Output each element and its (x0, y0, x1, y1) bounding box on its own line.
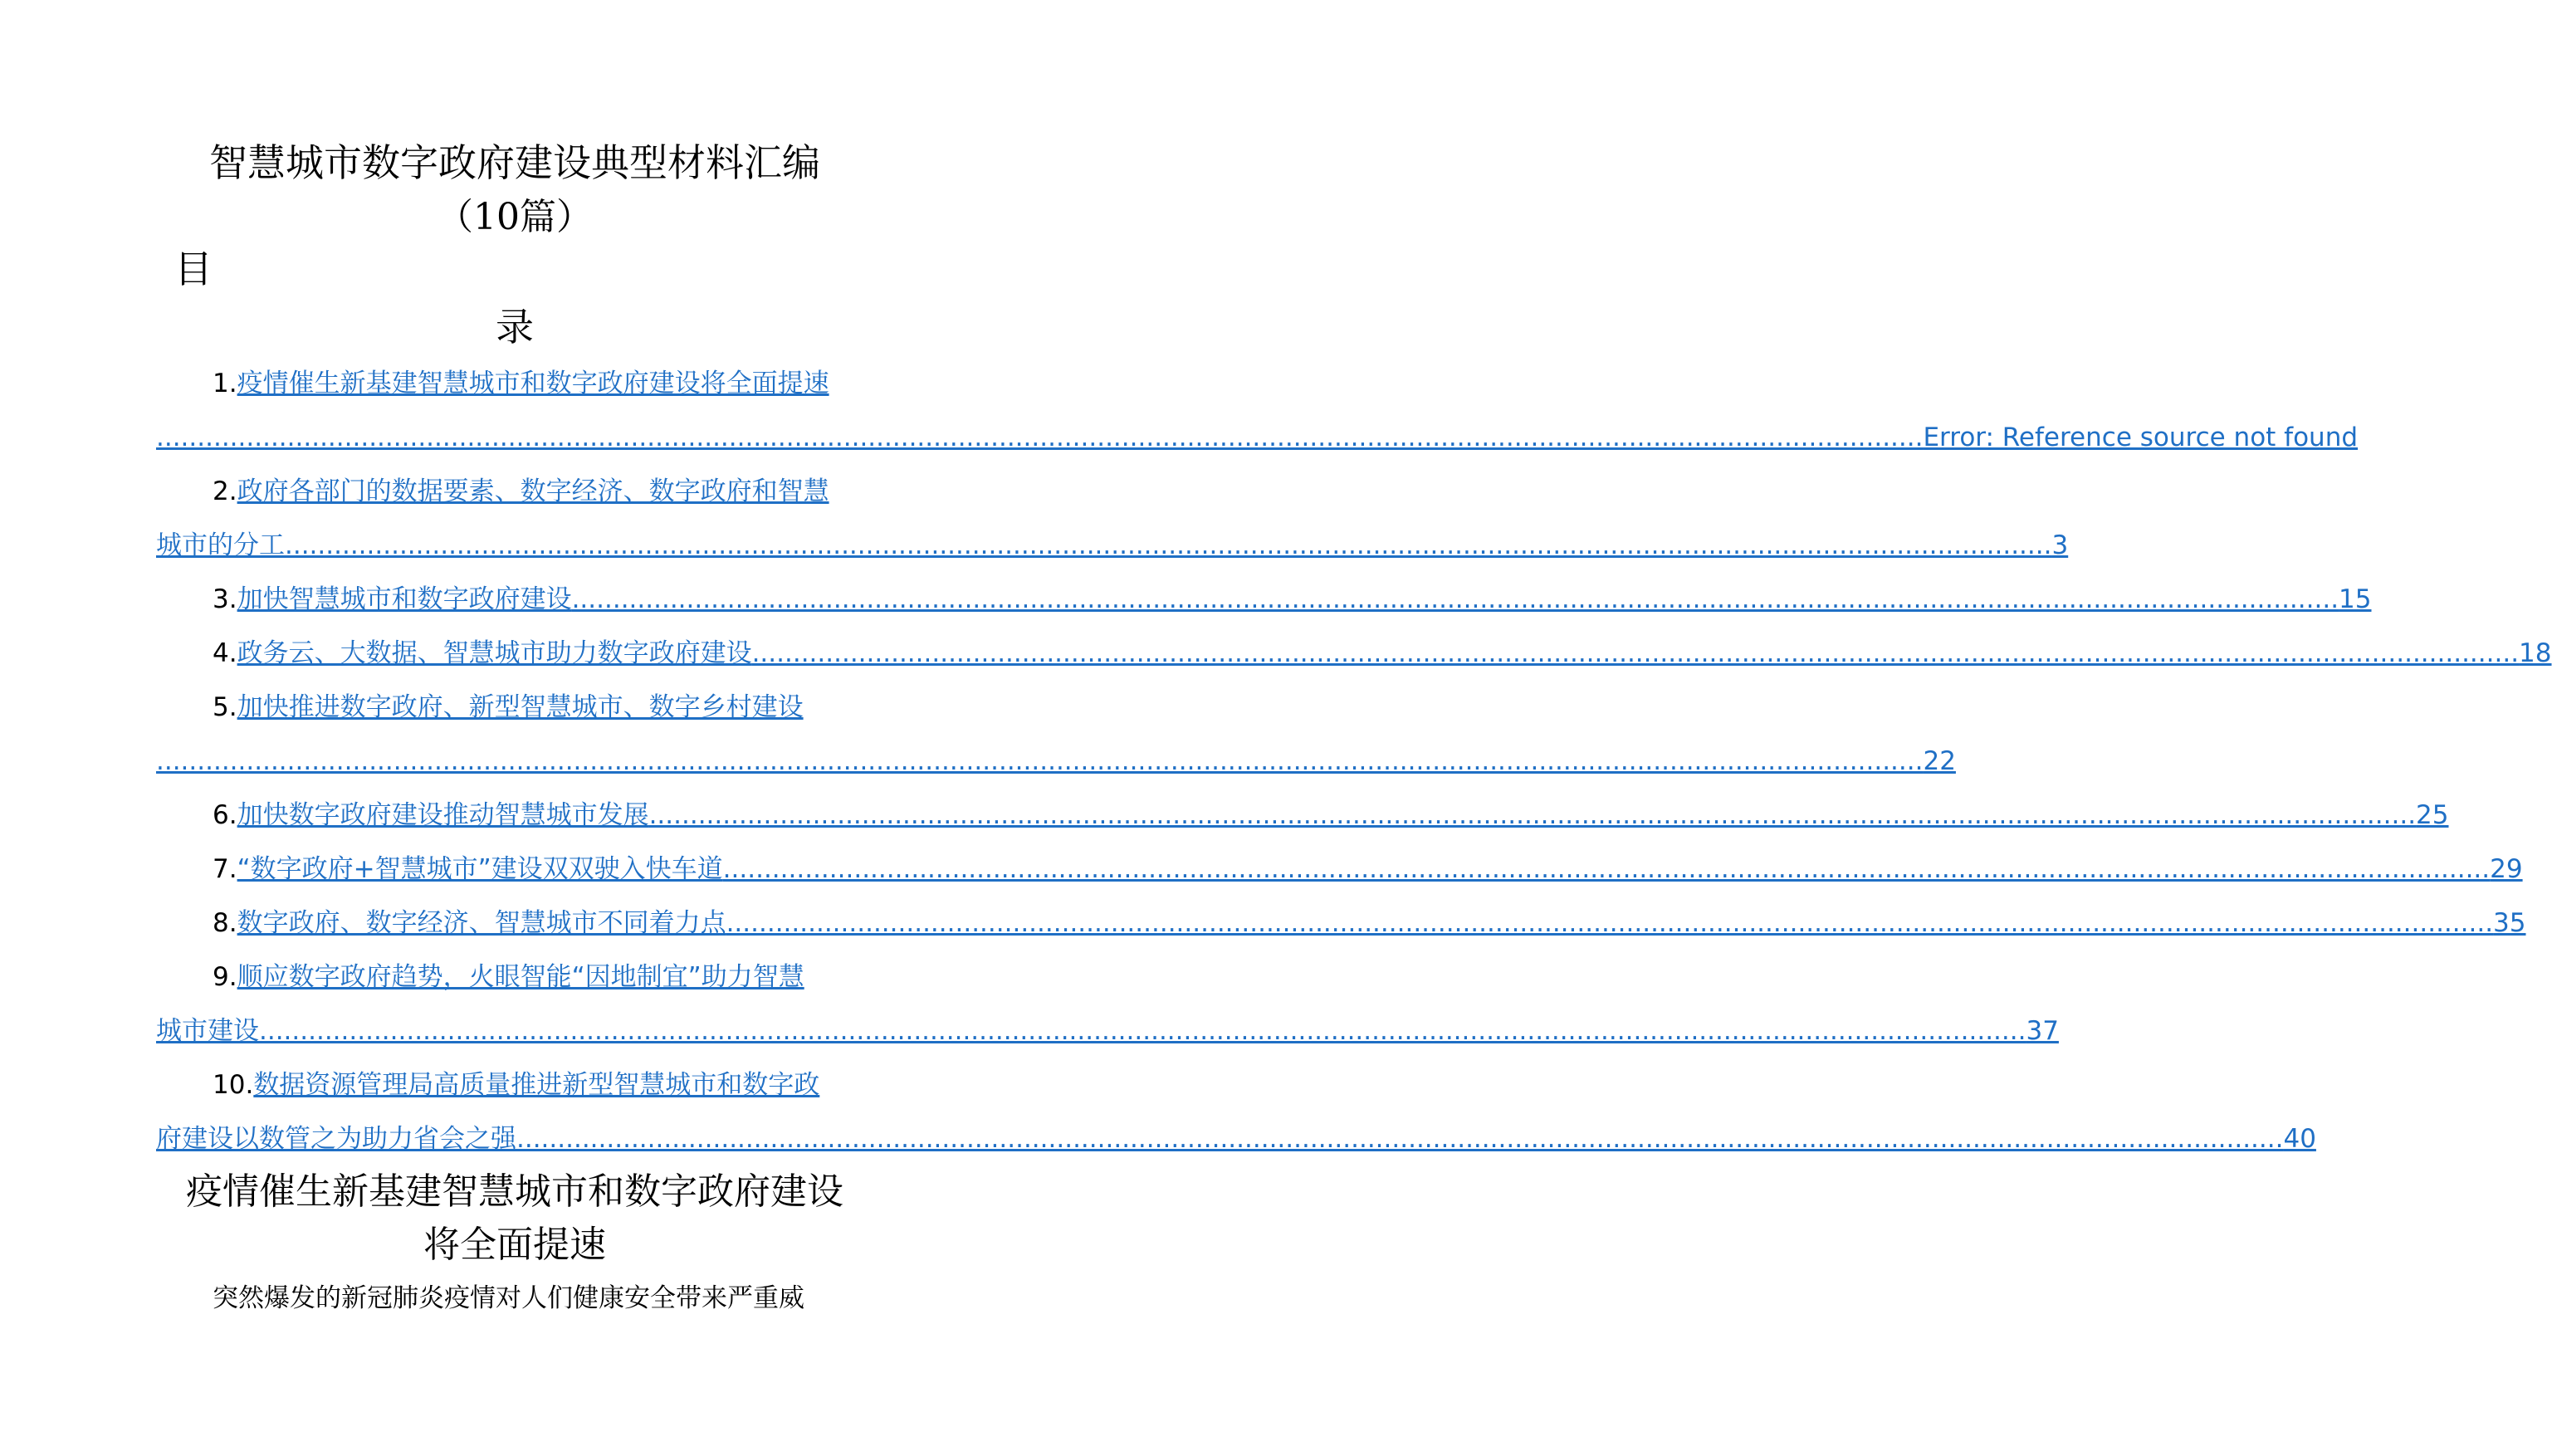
toc-heading-mu: 目 (174, 247, 213, 291)
subtitle-open: （ (437, 196, 473, 238)
toc-entry-link[interactable]: 顺应数字政府趋势，火眼智能“因地制宜”助力智慧 (237, 962, 804, 992)
subtitle-number: 10 (473, 196, 520, 238)
toc-entry-link[interactable]: “数字政府+智慧城市”建设双双驶入快车道 (237, 854, 723, 884)
toc-entry-link[interactable]: 政府各部门的数据要素、数字经济、数字政府和智慧 (237, 476, 829, 506)
body-paragraph: 突然爆发的新冠肺炎疫情对人们健康安全带来严重威 (213, 1283, 804, 1313)
toc-entry-number: 8. (213, 908, 237, 938)
table-of-contents (156, 357, 2552, 1166)
toc-entry[interactable] (156, 843, 2523, 897)
toc-entry-page[interactable]: 35 (2493, 908, 2526, 938)
toc-entry-link[interactable]: 加快推进数字政府、新型智慧城市、数字乡村建设 (237, 692, 804, 722)
toc-leader-dots (285, 519, 2051, 573)
toc-entry-number: 5. (213, 692, 237, 722)
toc-entry-link[interactable]: 政务云、大数据、智慧城市助力数字政府建设 (237, 638, 752, 668)
toc-entry-link[interactable]: 疫情催生新基建智慧城市和数字政府建设将全面提速 (237, 369, 829, 398)
toc-leader-dots (572, 573, 2339, 627)
toc-entry-link-continued[interactable]: 城市建设 (156, 1016, 259, 1046)
toc-entry[interactable] (156, 627, 2552, 681)
toc-leader-dots (259, 1004, 2026, 1058)
toc-entry[interactable] (156, 1058, 2316, 1166)
toc-entry-link[interactable]: 加快智慧城市和数字政府建设 (237, 584, 572, 614)
toc-entry-page[interactable]: Error: Reference source not found (1923, 423, 2359, 452)
toc-entry-page[interactable]: 37 (2026, 1016, 2059, 1046)
toc-entry[interactable] (156, 897, 2526, 950)
toc-entry-link[interactable]: 数字政府、数字经济、智慧城市不同着力点 (237, 908, 726, 938)
toc-entry-page[interactable]: 18 (2519, 638, 2552, 668)
toc-entry[interactable] (156, 681, 1956, 789)
toc-entry-link-continued[interactable]: 府建设以数管之为助力省会之强 (156, 1124, 516, 1154)
toc-entry-page[interactable]: 15 (2339, 584, 2372, 614)
toc-heading-lu: 录 (496, 305, 534, 349)
toc-entry[interactable] (156, 950, 2059, 1058)
subtitle-close: 篇） (520, 196, 593, 238)
toc-entry-number: 4. (213, 638, 237, 668)
toc-leader-dots (726, 897, 2493, 950)
toc-entry-number: 9. (213, 962, 237, 992)
document-title: 智慧城市数字政府建设典型材料汇编 (209, 140, 820, 185)
section-title-line2: 将全面提速 (423, 1224, 606, 1266)
toc-entry-number: 10. (213, 1070, 254, 1100)
toc-entry-link[interactable]: 数据资源管理局高质量推进新型智慧城市和数字政 (253, 1070, 820, 1100)
toc-entry-page[interactable]: 29 (2490, 854, 2523, 884)
toc-leader-dots (516, 1112, 2283, 1166)
toc-leader-dots (156, 735, 1923, 789)
toc-entry-link-continued[interactable]: 城市的分工 (156, 530, 285, 560)
toc-entry-number: 6. (213, 800, 237, 830)
toc-entry[interactable] (156, 357, 2359, 465)
toc-entry-number: 2. (213, 476, 237, 506)
document-subtitle (0, 194, 1029, 241)
toc-entry[interactable] (156, 789, 2449, 843)
toc-entry-page[interactable]: 25 (2416, 800, 2449, 830)
toc-entry-page[interactable]: 3 (2051, 530, 2069, 560)
toc-entry-number: 3. (213, 584, 237, 614)
toc-leader-dots (649, 789, 2416, 843)
toc-entry-page[interactable]: 40 (2283, 1124, 2316, 1154)
section-title: 疫情催生新基建智慧城市和数字政府建设 (186, 1170, 843, 1213)
toc-entry-number: 7. (213, 854, 237, 884)
toc-leader-dots (752, 627, 2519, 681)
toc-leader-dots (723, 843, 2490, 897)
toc-entry-page[interactable]: 22 (1923, 746, 1956, 776)
toc-entry[interactable] (156, 573, 2372, 627)
toc-entry-link[interactable]: 加快数字政府建设推动智慧城市发展 (237, 800, 649, 830)
toc-entry[interactable] (156, 465, 2069, 573)
toc-leader-dots (156, 411, 1923, 465)
toc-entry-number: 1. (213, 369, 237, 398)
